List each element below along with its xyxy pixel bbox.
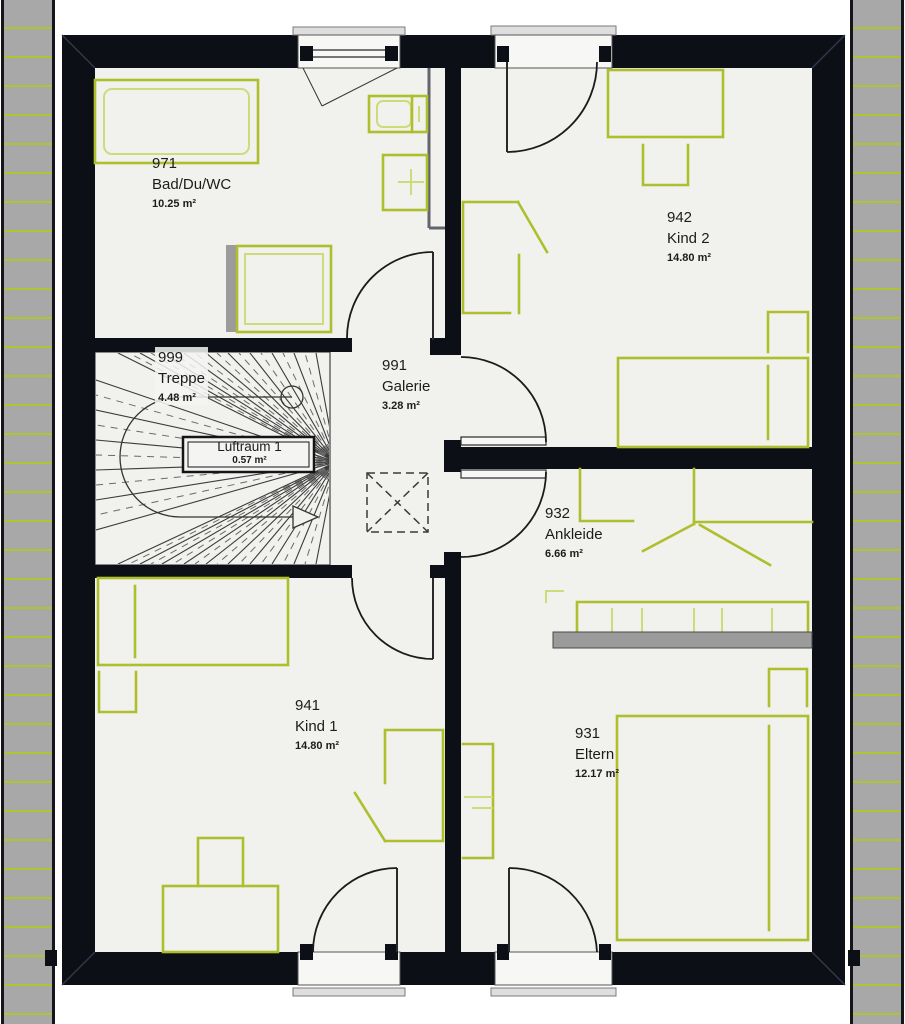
room-area: 3.28 m² bbox=[382, 400, 420, 412]
room-number: 931 bbox=[575, 725, 601, 742]
room-number: 991 bbox=[382, 357, 408, 374]
room-number: 942 bbox=[667, 209, 693, 226]
room-name: Galerie bbox=[382, 378, 431, 395]
room-label-luftraum bbox=[186, 439, 313, 467]
room-name: Kind 2 bbox=[667, 230, 710, 247]
room-name: Ankleide bbox=[545, 526, 603, 543]
room-label-ankleide bbox=[545, 503, 603, 561]
room-name: Luftraum 1 bbox=[217, 439, 282, 454]
room-name: Kind 1 bbox=[295, 718, 338, 735]
room-name: Treppe bbox=[158, 370, 205, 387]
room-area: 4.48 m² bbox=[158, 392, 196, 404]
room-area: 12.17 m² bbox=[575, 768, 620, 780]
room-number: 941 bbox=[295, 697, 321, 714]
room-area: 14.80 m² bbox=[667, 252, 712, 264]
room-label-eltern bbox=[575, 723, 619, 781]
room-number: 999 bbox=[158, 349, 184, 366]
sideboard-eltern bbox=[553, 632, 812, 648]
room-label-kind1 bbox=[295, 695, 339, 753]
room-label-treppe bbox=[155, 347, 208, 405]
room-name: Eltern bbox=[575, 746, 615, 763]
room-area: 0.57 m² bbox=[232, 455, 267, 466]
room-name: Bad/Du/WC bbox=[152, 176, 232, 193]
shower-partition bbox=[226, 245, 236, 332]
room-label-galerie bbox=[382, 355, 430, 413]
room-number: 971 bbox=[152, 155, 178, 172]
room-area: 10.25 m² bbox=[152, 198, 197, 210]
room-area: 14.80 m² bbox=[295, 740, 340, 752]
room-area: 6.66 m² bbox=[545, 548, 583, 560]
room-number: 932 bbox=[545, 505, 571, 522]
room-label-bad bbox=[152, 153, 231, 211]
room-label-kind2 bbox=[667, 207, 711, 265]
